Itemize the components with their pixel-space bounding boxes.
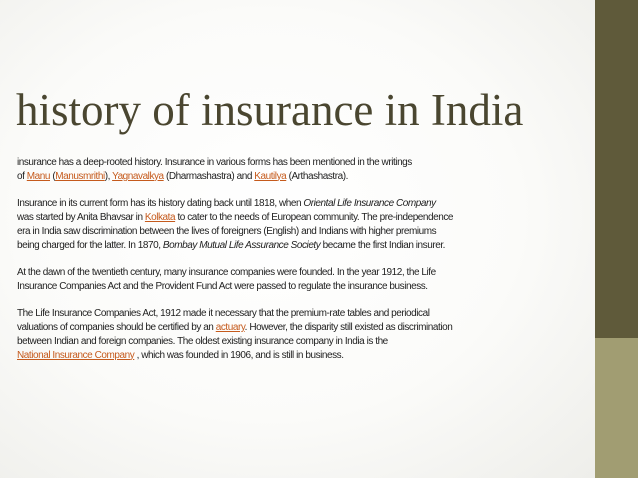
text-segment: ( bbox=[50, 170, 56, 182]
paragraph-gap bbox=[17, 294, 591, 308]
text-segment: The Life Insurance Companies Act, 1912 made it necessary that the premium-rate tables and periodical bbox=[17, 308, 430, 320]
hyperlink-kautilya[interactable]: Kautilya bbox=[254, 170, 287, 182]
text-segment: between Indian and foreign companies. The oldest existing insurance company in India is the bbox=[17, 335, 388, 347]
text-segment: valuations of companies should be certified by an bbox=[17, 321, 216, 333]
text-segment: insurance has a deep-rooted history. Insurance in various forms has been mentioned in the writings bbox=[17, 157, 412, 168]
text-segment: Insurance in its current form has its history dating back until 1818, when bbox=[17, 198, 304, 210]
text-line bbox=[17, 335, 591, 349]
text-line bbox=[17, 280, 591, 294]
hyperlink-national-insurance-company[interactable]: National Insurance Company bbox=[17, 349, 135, 361]
text-segment: . However, the disparity still existed as discrimination bbox=[244, 321, 453, 333]
paragraph bbox=[17, 307, 591, 362]
text-segment: era in India saw discrimination between the lives of foreigners (English) and Indians with higher premiums bbox=[17, 225, 437, 237]
text-segment: Insurance Companies Act and the Provident Fund Act were passed to regulate the insurance business. bbox=[17, 280, 428, 292]
slide-title: history of insurance in India bbox=[16, 85, 524, 135]
italic-text: Bombay Mutual Life Assurance Society bbox=[162, 239, 321, 251]
text-line bbox=[17, 225, 591, 239]
text-line bbox=[17, 349, 591, 363]
text-segment: of bbox=[17, 170, 27, 182]
text-segment: ), bbox=[104, 170, 113, 182]
text-segment: was started by Anita Bhavsar in bbox=[17, 211, 145, 223]
hyperlink-kolkata[interactable]: Kolkata bbox=[144, 211, 176, 223]
text-segment: to cater to the needs of European community. The pre-independence bbox=[175, 211, 454, 223]
text-segment: became the first Indian insurer. bbox=[320, 239, 445, 251]
side-accent-bar-dark bbox=[595, 0, 638, 338]
paragraph bbox=[17, 266, 591, 294]
text-segment: being charged for the latter. In 1870, bbox=[17, 239, 163, 251]
paragraph bbox=[17, 197, 591, 252]
hyperlink-manusmrithi[interactable]: Manusmrithi bbox=[55, 170, 105, 182]
paragraph-gap bbox=[17, 184, 591, 198]
hyperlink-yagnavalkya[interactable]: Yagnavalkya bbox=[112, 170, 164, 182]
text-line bbox=[17, 197, 591, 211]
text-line bbox=[17, 170, 591, 184]
slide-body-text bbox=[17, 156, 591, 362]
paragraph bbox=[17, 156, 591, 184]
hyperlink-manu[interactable]: Manu bbox=[26, 170, 50, 182]
text-line bbox=[17, 266, 591, 280]
text-segment: (Arthashastra). bbox=[286, 170, 348, 182]
side-accent-bar-light bbox=[595, 338, 638, 478]
text-segment: At the dawn of the twentieth century, many insurance companies were founded. In the year 1912, the Life bbox=[17, 266, 436, 278]
text-segment: , which was founded in 1906, and is still in business. bbox=[134, 349, 344, 361]
paragraph-gap bbox=[17, 252, 591, 266]
hyperlink-actuary[interactable]: actuary bbox=[215, 321, 245, 333]
text-line bbox=[17, 156, 591, 170]
text-segment: (Dharmashastra) and bbox=[163, 170, 255, 182]
text-line bbox=[17, 307, 591, 321]
text-line bbox=[17, 321, 591, 335]
italic-text: Oriental Life Insurance Company bbox=[303, 198, 436, 210]
text-line bbox=[17, 239, 591, 253]
text-line bbox=[17, 211, 591, 225]
